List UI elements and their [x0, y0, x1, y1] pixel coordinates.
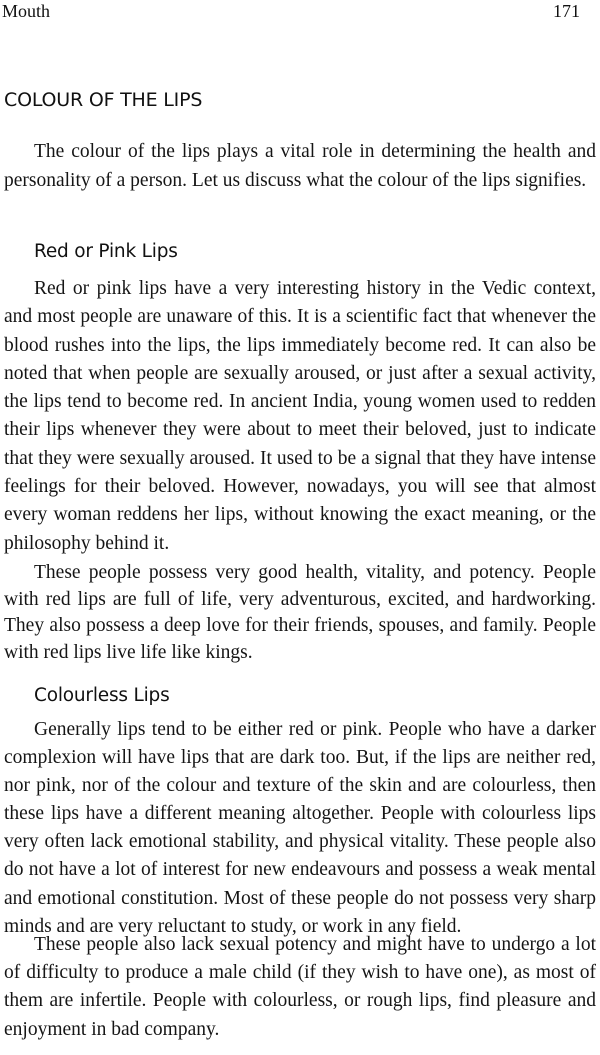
intro-paragraph: The colour of the lips plays a vital role in determining the health and personality of a person. Let us discuss what the colour of the lips signifies.: [4, 141, 596, 191]
colourless-lips-paragraph-1: Generally lips tend to be either red or pink. People who have a darker complexion will have lips that are dark too. But, if the lips are neither red, nor pink, nor of the colour and texture of the skin and are colourless, then these lips have a different meaning altogether. People with colourless lips very often lack emotional stability, and physical vitality. These people also do not have a lot of interest for new endeavours and possess a weak mental and emotional constitution. Most of these people do not possess very sharp minds and are very reluctant to study, or work in any field.: [4, 719, 596, 937]
red-lips-paragraph-1: Red or pink lips have a very interesting history in the Vedic context, and most people are unaware of this. It is a scientific fact that whenever the blood rushes into the lips, the lips immediately become red. It can also be noted that when people are sexually aroused, or just after a sexual activity, the lips tend to become red. In ancient India, young women used to redden their lips whenever they were about to meet their beloved, just to indicate that they were sexually aroused. It used to be a signal that they have intense feelings for their beloved. However, nowadays, you will see that almost every woman reddens her lips, without knowing the exact meaning, or the philosophy behind it.: [4, 278, 596, 554]
subsection-heading-red-pink-lips: Red or Pink Lips: [34, 241, 178, 262]
running-header: [0, 0, 600, 24]
section-heading: COLOUR OF THE LIPS: [4, 89, 203, 111]
running-title: Mouth: [2, 1, 51, 21]
red-lips-paragraph-2: These people possess very good health, vitality, and potency. People with red lips are full of life, very adventurous, excited, and hardworking. They also possess a deep love for their friends, spouses, and family. People with red lips live life like kings.: [4, 562, 596, 664]
page-number: 171: [553, 1, 580, 21]
subsection-heading-colourless-lips: Colourless Lips: [34, 685, 170, 706]
colourless-lips-paragraph-2: These people also lack sexual potency and might have to undergo a lot of difficulty to produce a male child (if they wish to have one), as most of them are infertile. People with colourless, or rough lips, find pleasure and enjoyment in bad company.: [4, 934, 596, 1040]
